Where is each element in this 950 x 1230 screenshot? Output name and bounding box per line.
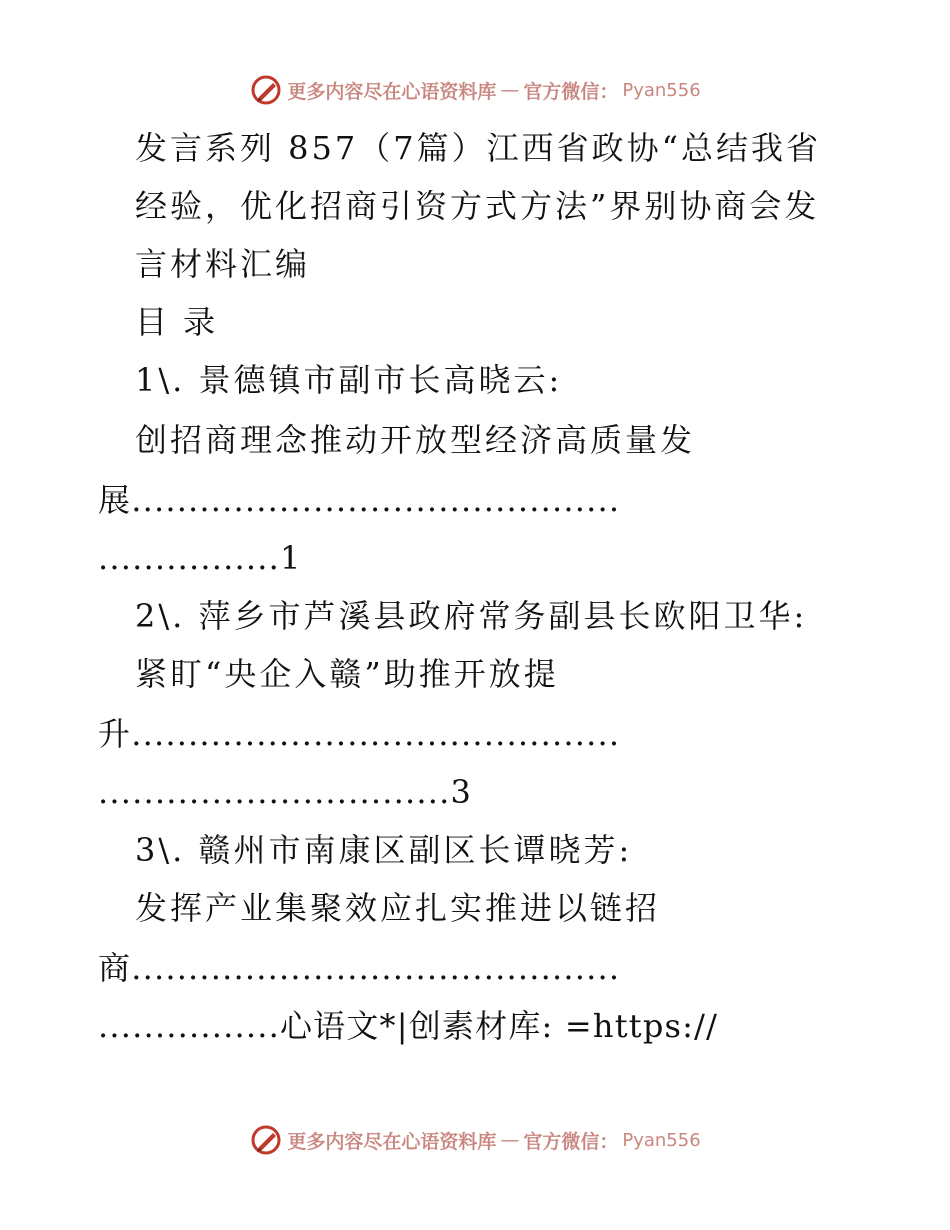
- watermark-account: Pyan556: [622, 79, 701, 101]
- bottom-watermark-banner: [0, 1120, 950, 1160]
- toc-entry-2-number[interactable]: 2\. 萍乡市芦溪县政府常务副县长欧阳卫华:: [135, 597, 808, 635]
- toc-entry-2-page: ...............................3: [98, 773, 473, 811]
- toc-entry-1-number[interactable]: 1\. 景德镇市副市长高晓云:: [135, 361, 563, 399]
- watermark-separator: —: [500, 79, 520, 101]
- document-title-line-2: 经验，优化招商引资方式方法”界别协商会发: [135, 187, 820, 225]
- toc-entry-3-page: ................心语文*|创素材库: =https://: [98, 1007, 719, 1045]
- watermark-text: 更多内容尽在心语资料库: [287, 1130, 497, 1153]
- toc-entry-3-title[interactable]: 发挥产业集聚效应扎实推进以链招: [135, 889, 661, 927]
- pen-logo-icon: [249, 73, 283, 107]
- toc-entry-2-title[interactable]: 紧盯“央企入赣”助推开放提: [135, 655, 559, 693]
- toc-entry-1-title[interactable]: 创招商理念推动开放型经济高质量发: [135, 421, 696, 459]
- watermark-account-label: 官方微信：: [523, 1130, 619, 1153]
- toc-entry-3-leader: 商...........................................: [98, 949, 621, 987]
- toc-entry-3-number[interactable]: 3\. 赣州市南康区副区长谭晓芳:: [135, 831, 633, 869]
- watermark-account-label: 官方微信：: [523, 80, 619, 103]
- toc-entry-1-leader: 展...........................................: [98, 481, 621, 519]
- top-watermark-banner: [0, 70, 950, 110]
- document-title-line-1: 发言系列 857（7篇）江西省政协“总结我省: [135, 129, 821, 167]
- document-title-line-3: 言材料汇编: [135, 245, 311, 283]
- toc-entry-1-page: ................1: [98, 539, 302, 577]
- watermark-text: 更多内容尽在心语资料库: [287, 80, 497, 103]
- watermark-separator: —: [500, 1129, 520, 1151]
- toc-heading: 目 录: [135, 303, 219, 341]
- pen-logo-icon: [249, 1123, 283, 1157]
- toc-entry-2-leader: 升...........................................: [98, 715, 621, 753]
- watermark-account: Pyan556: [622, 1129, 701, 1151]
